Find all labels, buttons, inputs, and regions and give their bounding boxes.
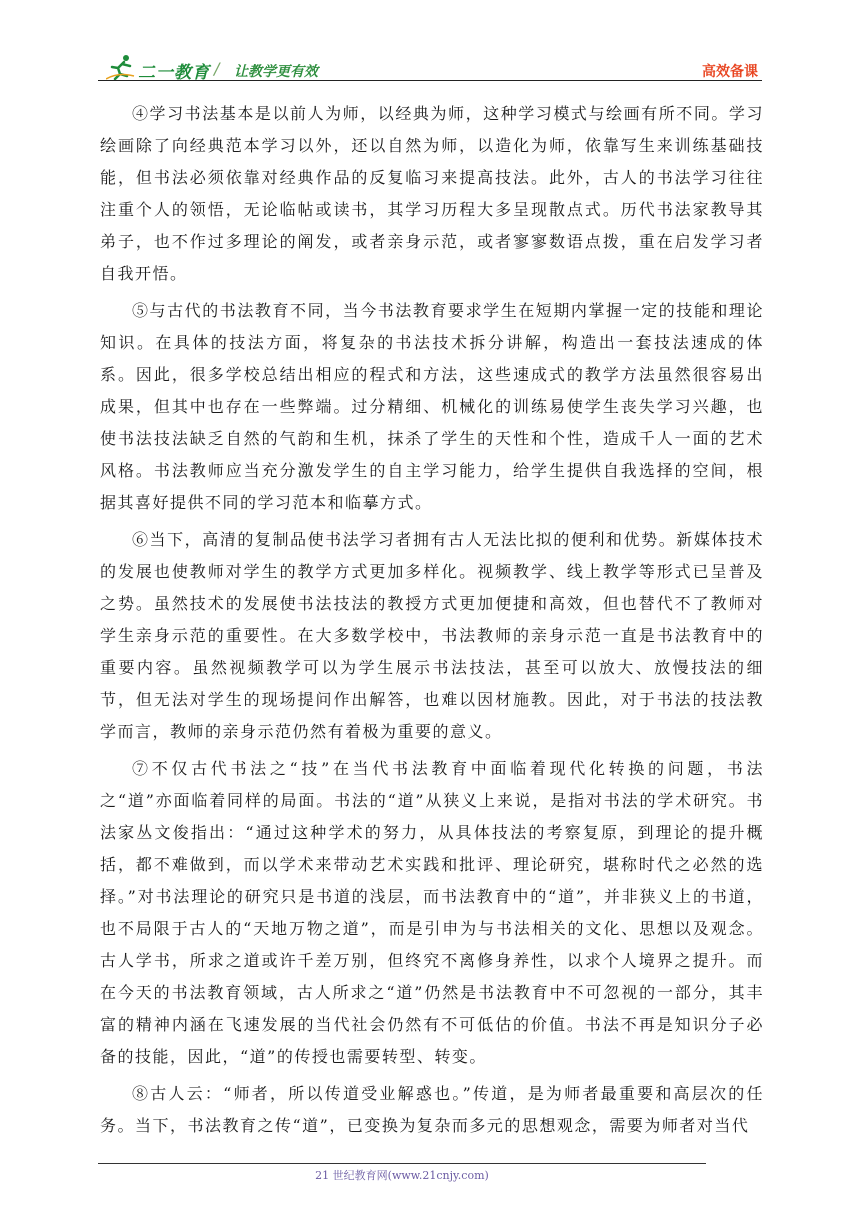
article-body <box>100 98 764 1142</box>
header-badge: 高效备课 <box>702 64 758 80</box>
paragraph-7: ⑦不仅古代书法之“技”在当代书法教育中面临着现代化转换的问题，书法之“道”亦面临着同样的局面。书法的“道”从狭义上来说，是指对书法的学术研究。书法家丛文俊指出：“通过这种学术的努力，从具体技法的考察复原，到理论的提升概括，都不难做到，而以学术来带动艺术实践和批评、理论研究，堪称时代之必然的选择。”对书法理论的研究只是书道的浅层，而书法教育中的“道”，并非狭义上的书道，也不局限于古人的“天地万物之道”，而是引申为与书法相关的文化、思想以及观念。古人学书，所求之道或许千差万别，但终究不离修身养性，以求个人境界之提升。而在今天的书法教育领域，古人所求之“道”仍然是书法教育中不可忽视的一部分，其丰富的精神内涵在飞速发展的当代社会仍然有不可低估的价值。书法不再是知识分子必备的技能，因此，“道”的传授也需要转型、转变。 <box>100 759 764 1066</box>
page-footer: 21 世纪教育网(www.21cnjy.com) <box>315 1169 489 1182</box>
paragraph-4: ④学习书法基本是以前人为师，以经典为师，这种学习模式与绘画有所不同。学习绘画除了向经典范本学习以外，还以自然为师，以造化为师，依靠写生来训练基础技能，但书法必须依靠对经典作品的反复临习来提高技法。此外，古人的书法学习往往注重个人的领悟，无论临帖或读书，其学习历程大多呈现散点式。历代书法家教导其弟子，也不作过多理论的阐发，或者亲身示范，或者寥寥数语点拨，重在启发学习者自我开悟。 <box>100 104 764 283</box>
paragraph-8: ⑧古人云：“师者，所以传道受业解惑也。”传道，是为师者最重要和高层次的任务。当下，书法教育之传“道”，已变换为复杂而多元的思想观念，需要为师者对当代 <box>100 1084 764 1135</box>
running-person-logo-icon <box>106 54 136 80</box>
paragraph-5: ⑤与古代的书法教育不同，当今书法教育要求学生在短期内掌握一定的技能和理论知识。在具体的技法方面，将复杂的书法技术拆分讲解，构造出一套技法速成的体系。因此，很多学校总结出相应的程式和方法，这些速成式的教学方法虽然很容易出成果，但其中也存在一些弊端。过分精细、机械化的训练易使学生丧失学习兴趣，也使书法技法缺乏自然的气韵和生机，抹杀了学生的天性和个性，造成千人一面的艺术风格。书法教师应当充分激发学生的自主学习能力，给学生提供自我选择的空间，根据其喜好提供不同的学习范本和临摹方式。 <box>100 301 764 512</box>
page-header <box>98 50 762 82</box>
header-divider <box>98 80 762 81</box>
footer-divider <box>98 1163 706 1164</box>
brand-name: 二一教育 <box>138 63 210 83</box>
brand-slogan: 让教学更有效 <box>234 64 318 80</box>
header-separator: / <box>214 59 220 78</box>
paragraph-6: ⑥当下，高清的复制品使书法学习者拥有古人无法比拟的便利和优势。新媒体技术的发展也使教师对学生的教学方式更加多样化。视频教学、线上教学等形式已呈普及之势。虽然技术的发展使书法技法的教授方式更加便捷和高效，但也替代不了教师对学生亲身示范的重要性。在大多数学校中，书法教师的亲身示范一直是书法教育中的重要内容。虽然视频教学可以为学生展示书法技法，甚至可以放大、放慢技法的细节，但无法对学生的现场提问作出解答，也难以因材施教。因此，对于书法的技法教学而言，教师的亲身示范仍然有着极为重要的意义。 <box>100 530 764 741</box>
